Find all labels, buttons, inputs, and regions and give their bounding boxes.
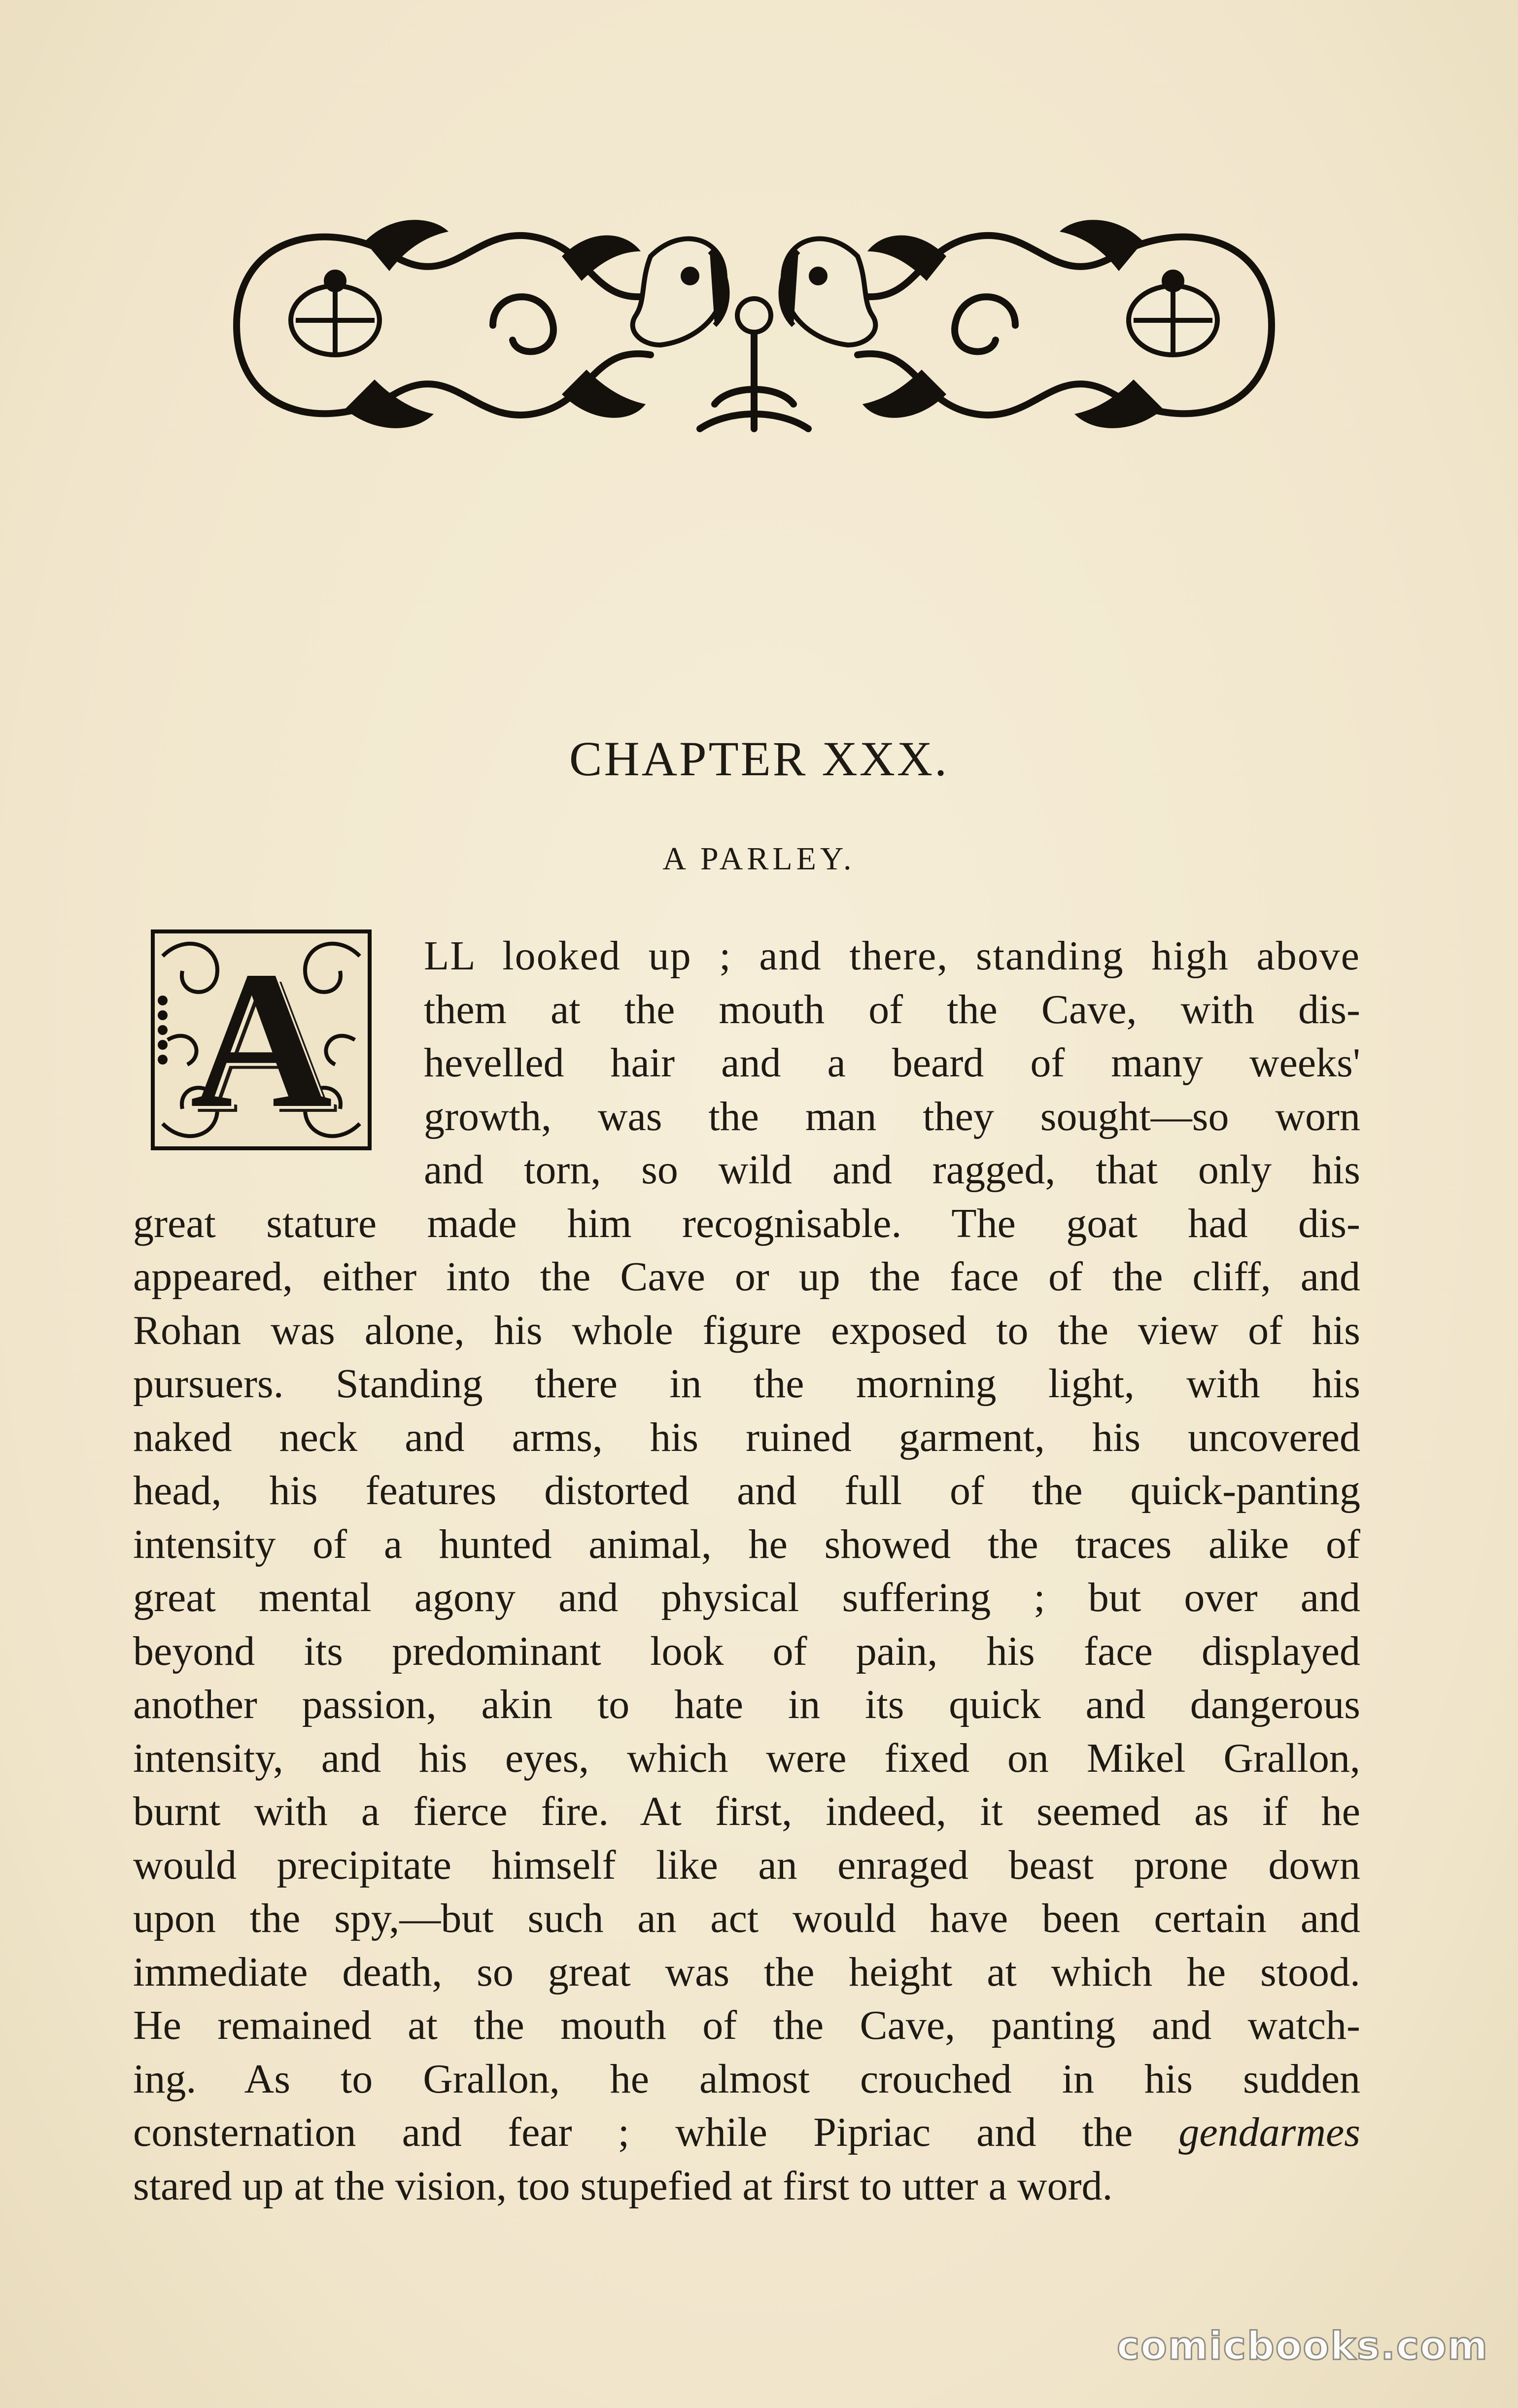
body-line [424,1145,1360,1195]
body-line [133,1573,1360,1622]
text-segment: intensity of a hunted animal, he showed the traces alike of [133,1521,1360,1567]
text-segment: ing. As to Grallon, he almost crouched in his sudden [133,2056,1360,2102]
body-line [133,1680,1360,1729]
italic-word: gendarmes [1178,2109,1360,2155]
body-line [133,1734,1360,1783]
body-line [133,1466,1360,1515]
crown-ornament-right [1129,272,1217,355]
text-segment: beyond its predominant look of pain, his face displayed [133,1628,1360,1674]
text-segment: LL looked up ; and there, standing high above [424,933,1360,979]
text-segment: hevelled hair and a beard of many weeks' [424,1040,1360,1086]
text-segment: pursuers. Standing there in the morning light, with his [133,1361,1360,1407]
body-line [424,1038,1360,1088]
text-segment: He remained at the mouth of the Cave, panting and watch- [133,2002,1360,2048]
text-segment: great mental agony and physical suffering ; but over and [133,1575,1360,1620]
body-line [133,1841,1360,1890]
chapter-title: CHAPTER XXX. [569,731,949,786]
chapter-subtitle: A PARLEY. [662,841,856,877]
body-line [133,1199,1360,1248]
body-line [133,1948,1360,1997]
text-segment: appeared, either into the Cave or up the face of the cliff, and [133,1254,1360,1300]
body-line [133,1787,1360,1836]
text-segment: consternation and fear ; while Pipriac and the [133,2109,1179,2155]
body-line [133,1359,1360,1409]
body-line [424,931,1360,981]
body-line [133,2162,1360,2211]
body-line [133,1413,1360,1462]
body-line [133,2108,1360,2157]
hound-head-left [633,239,727,345]
text-segment: Rohan was alone, his whole figure exposed to the view of his [133,1307,1360,1353]
text-segment: them at the mouth of the Cave, with dis- [424,986,1360,1032]
text-segment: stared up at the vision, too stupefied at first to utter a word. [133,2163,1113,2209]
text-segment: great stature made him recognisable. The goat had dis- [133,1200,1360,1246]
watermark: comicbooks.com [1116,2324,1488,2369]
text-segment: burnt with a fierce fire. At first, indeed, it seemed as if he [133,1789,1360,1834]
body-line [133,1520,1360,1569]
text-segment: intensity, and his eyes, which were fixed on Mikel Grallon, [133,1735,1360,1781]
text-segment: and torn, so wild and ragged, that only his [424,1147,1360,1193]
crown-ornament-left [291,272,380,355]
text-segment: growth, was the man they sought—so worn [424,1093,1360,1139]
body-line [133,2055,1360,2104]
drop-cap-letter: A [190,930,333,1149]
text-segment: naked neck and arms, his ruined garment, his uncovered [133,1414,1360,1460]
body-line [133,1306,1360,1355]
body-line [133,2001,1360,2050]
text-segment: head, his features distorted and full of the quick-panting [133,1468,1360,1514]
body-line [133,1894,1360,1943]
text-segment: another passion, akin to hate in its quick and dangerous [133,1682,1360,1727]
body-line [133,1252,1360,1302]
body-line [424,1092,1360,1141]
text-segment: upon the spy,—but such an act would have been certain and [133,1895,1360,1941]
text-segment: immediate death, so great was the height at which he stood. [133,1949,1360,1995]
body-line [424,985,1360,1034]
hound-head-right [781,239,876,345]
body-line [133,1627,1360,1676]
ornamental-headpiece [217,197,1291,453]
text-segment: would precipitate himself like an enraged beast prone down [133,1842,1360,1888]
